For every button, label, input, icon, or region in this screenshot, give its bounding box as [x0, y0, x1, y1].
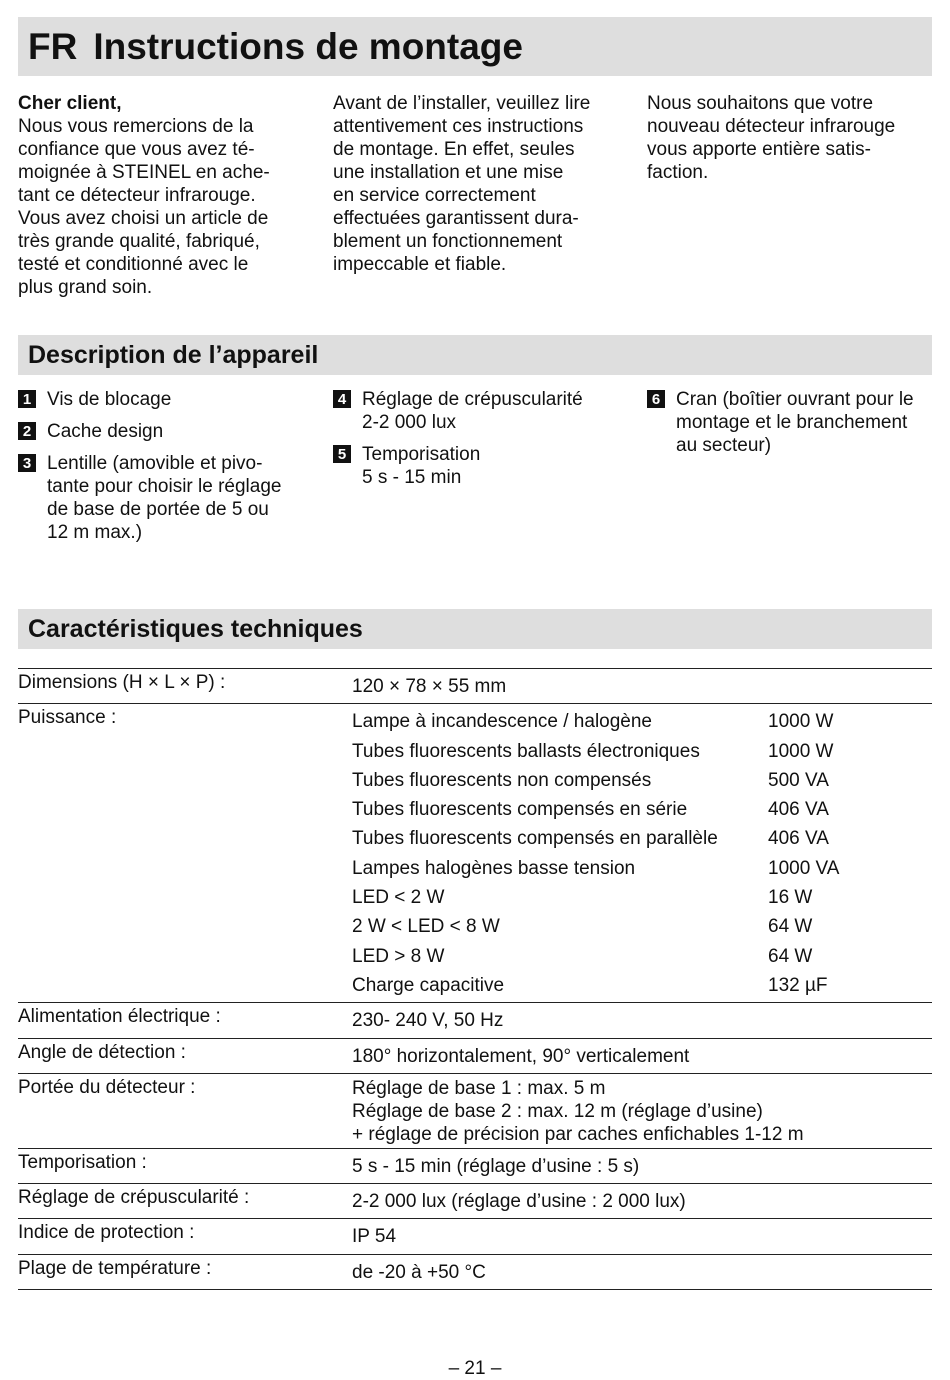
part-number-badge: 3 — [18, 454, 36, 472]
spec-value: Réglage de base 1 : max. 5 m Réglage de base 2 : max. 12 m (réglage d’usine) + réglage de précision par caches enfichables 1-12 m — [352, 1073, 932, 1148]
specifications-table — [18, 668, 932, 1290]
spec-row-range — [18, 1073, 932, 1148]
part-item — [333, 388, 628, 434]
part-number-badge: 6 — [647, 390, 665, 408]
load-value: 1000 W — [768, 711, 834, 733]
spec-value: IP 54 — [352, 1219, 932, 1254]
page-number: – 21 – — [448, 1358, 502, 1379]
spec-row-temperature — [18, 1254, 932, 1289]
load-type: Tubes fluorescents non compensés — [352, 769, 652, 791]
part-label: Lentille (amovible et pivo- tante pour choisir le réglage de base de portée de 5 ou 12 m max.) — [47, 453, 282, 543]
load-type: Lampe à incandescence / halogène — [352, 711, 653, 733]
part-label: Vis de blocage — [47, 389, 172, 410]
spec-label: Réglage de crépuscularité : — [18, 1184, 352, 1219]
spec-label: Puissance : — [18, 704, 352, 1003]
spec-label: Portée du détecteur : — [18, 1073, 352, 1148]
spec-value: 120 × 78 × 55 mm — [352, 669, 932, 704]
intro-column-3 — [647, 92, 942, 184]
power-row — [352, 883, 932, 912]
spec-label: Dimensions (H × L × P) : — [18, 669, 352, 704]
load-value: 406 VA — [768, 828, 829, 850]
load-type: 2 W < LED < 8 W — [352, 916, 500, 938]
spec-value: 5 s - 15 min (réglage d’usine : 5 s) — [352, 1148, 932, 1183]
title-text: Instructions de montage — [93, 25, 523, 67]
part-number-badge: 5 — [333, 445, 351, 463]
parts-list-column-2 — [333, 388, 628, 498]
section-title: Description de l’appareil — [28, 340, 319, 369]
load-type: Tubes fluorescents compensés en parallèle — [352, 828, 718, 850]
part-number-badge: 1 — [18, 390, 36, 408]
power-row — [352, 766, 932, 795]
load-type: Charge capacitive — [352, 974, 505, 996]
power-load-list — [352, 704, 932, 1003]
load-value: 500 VA — [768, 769, 829, 791]
section-heading-technical — [18, 609, 932, 649]
section-heading-description — [18, 335, 932, 375]
part-number-badge: 2 — [18, 422, 36, 440]
parts-list-column-1 — [18, 388, 313, 553]
intro-column-1 — [18, 92, 313, 299]
power-row — [352, 971, 932, 1000]
spec-row-dimensions — [18, 669, 932, 704]
load-value: 1000 VA — [768, 857, 840, 879]
load-value: 64 W — [768, 916, 813, 938]
load-value: 132 µF — [768, 974, 828, 996]
load-value: 64 W — [768, 945, 813, 967]
load-type: LED > 8 W — [352, 945, 445, 967]
power-row — [352, 737, 932, 766]
power-row — [352, 854, 932, 883]
part-item — [18, 420, 313, 443]
intro-column-2 — [333, 92, 628, 276]
load-type: Tubes fluorescents ballasts électroniques — [352, 740, 700, 762]
intro-paragraph-1: Nous vous remercions de la confiance que vous avez té- moignée à STEINEL en ache- tant ce détecteur infrarouge. Vous avez choisi un article de très grande qualité, fabriqué, testé et conditionné avec le plus grand soin. — [18, 116, 270, 298]
spec-label: Temporisation : — [18, 1148, 352, 1183]
intro-paragraph-3: Nous souhaitons que votre nouveau détecteur infrarouge vous apporte entière satis- faction. — [647, 93, 896, 183]
spec-row-angle — [18, 1038, 932, 1073]
part-number-badge: 4 — [333, 390, 351, 408]
greeting: Cher client, — [18, 93, 122, 114]
power-row — [352, 942, 932, 971]
spec-row-power — [18, 704, 932, 1003]
intro-paragraph-2: Avant de l’installer, veuillez lire attentivement ces instructions de montage. En effet, seules une installation et une mise en service correctement effectuées garantissent dura- blement un fonctionnement impeccable et fiable. — [333, 93, 591, 275]
part-item — [333, 443, 628, 489]
language-code: FR — [28, 25, 78, 67]
part-item — [18, 452, 313, 544]
load-value: 16 W — [768, 887, 813, 909]
parts-list-column-3 — [647, 388, 942, 466]
page-title — [18, 17, 932, 76]
power-row — [352, 707, 932, 736]
part-label: Cran (boîtier ouvrant pour le montage et le branchement au secteur) — [676, 389, 914, 456]
load-value: 406 VA — [768, 799, 829, 821]
spec-row-protection — [18, 1219, 932, 1254]
part-item — [647, 388, 942, 457]
part-label: Réglage de crépuscularité 2-2 000 lux — [362, 389, 583, 433]
power-row — [352, 824, 932, 853]
spec-value: de -20 à +50 °C — [352, 1254, 932, 1289]
spec-value: 2-2 000 lux (réglage d’usine : 2 000 lux) — [352, 1184, 932, 1219]
spec-label: Alimentation électrique : — [18, 1003, 352, 1038]
load-type: Tubes fluorescents compensés en série — [352, 799, 688, 821]
spec-value: 180° horizontalement, 90° verticalement — [352, 1038, 932, 1073]
spec-label: Angle de détection : — [18, 1038, 352, 1073]
power-row — [352, 912, 932, 941]
section-title: Caractéristiques techniques — [28, 614, 363, 643]
load-value: 1000 W — [768, 740, 834, 762]
load-type: LED < 2 W — [352, 887, 445, 909]
part-label: Temporisation 5 s - 15 min — [362, 444, 481, 488]
power-row — [352, 795, 932, 824]
spec-label: Indice de protection : — [18, 1219, 352, 1254]
load-type: Lampes halogènes basse tension — [352, 857, 636, 879]
part-item — [18, 388, 313, 411]
spec-row-twilight — [18, 1184, 932, 1219]
spec-row-supply — [18, 1003, 932, 1038]
part-label: Cache design — [47, 421, 164, 442]
spec-row-timer — [18, 1148, 932, 1183]
spec-label: Plage de température : — [18, 1254, 352, 1289]
spec-value: 230- 240 V, 50 Hz — [352, 1003, 932, 1038]
